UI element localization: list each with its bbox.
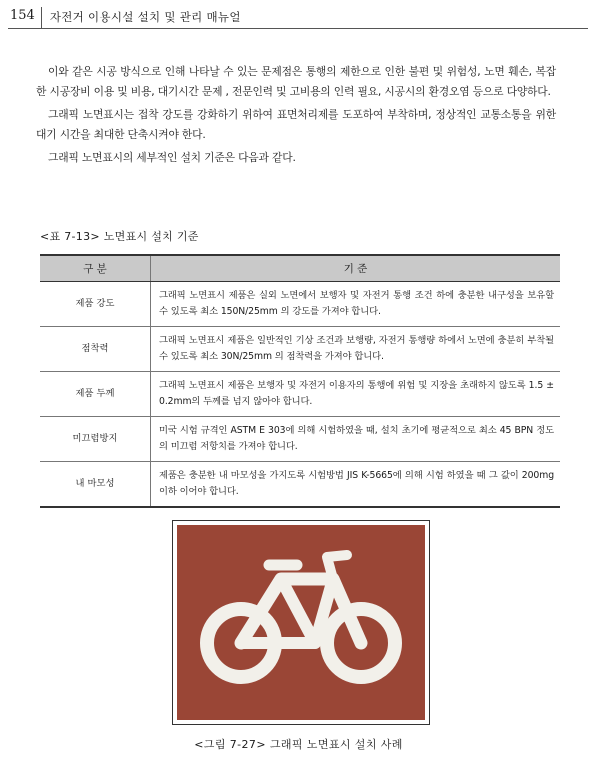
installation-standards-table bbox=[40, 254, 560, 508]
row-description: 그래픽 노면표시 제품은 일반적인 기상 조건과 보행량, 자전거 통행량 하에서 노면에 충분히 부착될 수 있도록 최소 30N/25mm 의 점착력을 가져야 합니다. bbox=[151, 327, 561, 372]
table-caption: <표 7-13> 노면표시 설치 기준 bbox=[40, 230, 199, 243]
table-header-row bbox=[40, 255, 560, 282]
page-header bbox=[8, 6, 588, 29]
figure-frame bbox=[172, 520, 430, 725]
figure-caption: <그림 7-27> 그래픽 노면표시 설치 사례 bbox=[194, 738, 403, 751]
body-paragraph: 이와 같은 시공 방식으로 인해 나타날 수 있는 문제점은 통행의 제한으로 인한 불편 및 위험성, 노면 훼손, 복잡한 시공장비 이용 및 비용, 대기시간 문제 , 전문인력 및 고비용의 인력 필요, 시공시의 환경오염 등으로 다양하다. bbox=[36, 65, 556, 98]
row-description: 그래픽 노면표시 제품은 실외 노면에서 보행자 및 자전거 통행 조건 하에 충분한 내구성을 보유할 수 있도록 최소 150N/25mm 의 강도를 가져야 합니다. bbox=[151, 282, 561, 327]
running-title: 자전거 이용시설 설치 및 관리 매뉴얼 bbox=[49, 10, 241, 24]
row-description: 그래픽 노면표시 제품은 보행자 및 자전거 이용자의 통행에 위험 및 지장을 초래하지 않도록 1.5 ± 0.2mm의 두께를 넘지 않아야 합니다. bbox=[151, 372, 561, 417]
row-term: 제품 강도 bbox=[40, 282, 151, 327]
table-row bbox=[40, 462, 560, 508]
row-description: 제품은 충분한 내 마모성을 가지도록 시험방법 JIS K-5665에 의해 시험 하였을 때 그 값이 200mg 이하 이어야 합니다. bbox=[151, 462, 561, 508]
bicycle-marking-photo bbox=[177, 525, 425, 720]
body-text bbox=[36, 62, 556, 168]
body-paragraph: 그래픽 노면표시의 세부적인 설치 기준은 다음과 같다. bbox=[48, 151, 296, 164]
page-number: 154 bbox=[8, 7, 42, 28]
body-paragraph: 그래픽 노면표시는 접착 강도를 강화하기 위하여 표면처리제를 도포하여 부착하며, 정상적인 교통소통을 위한 대기 시간을 최대한 단축시켜야 한다. bbox=[36, 108, 556, 141]
table-row bbox=[40, 327, 560, 372]
row-description: 미국 시험 규격인 ASTM E 303에 의해 시험하였을 때, 설치 초기에 평균적으로 최소 45 BPN 정도의 미끄럼 저항치를 가져야 합니다. bbox=[151, 417, 561, 462]
table-row bbox=[40, 417, 560, 462]
column-header-standard: 기 준 bbox=[151, 255, 561, 282]
row-term: 제품 두께 bbox=[40, 372, 151, 417]
table-row bbox=[40, 372, 560, 417]
table-row bbox=[40, 282, 560, 327]
column-header-category: 구 분 bbox=[40, 255, 151, 282]
row-term: 점착력 bbox=[40, 327, 151, 372]
row-term: 미끄럼방지 bbox=[40, 417, 151, 462]
row-term: 내 마모성 bbox=[40, 462, 151, 508]
